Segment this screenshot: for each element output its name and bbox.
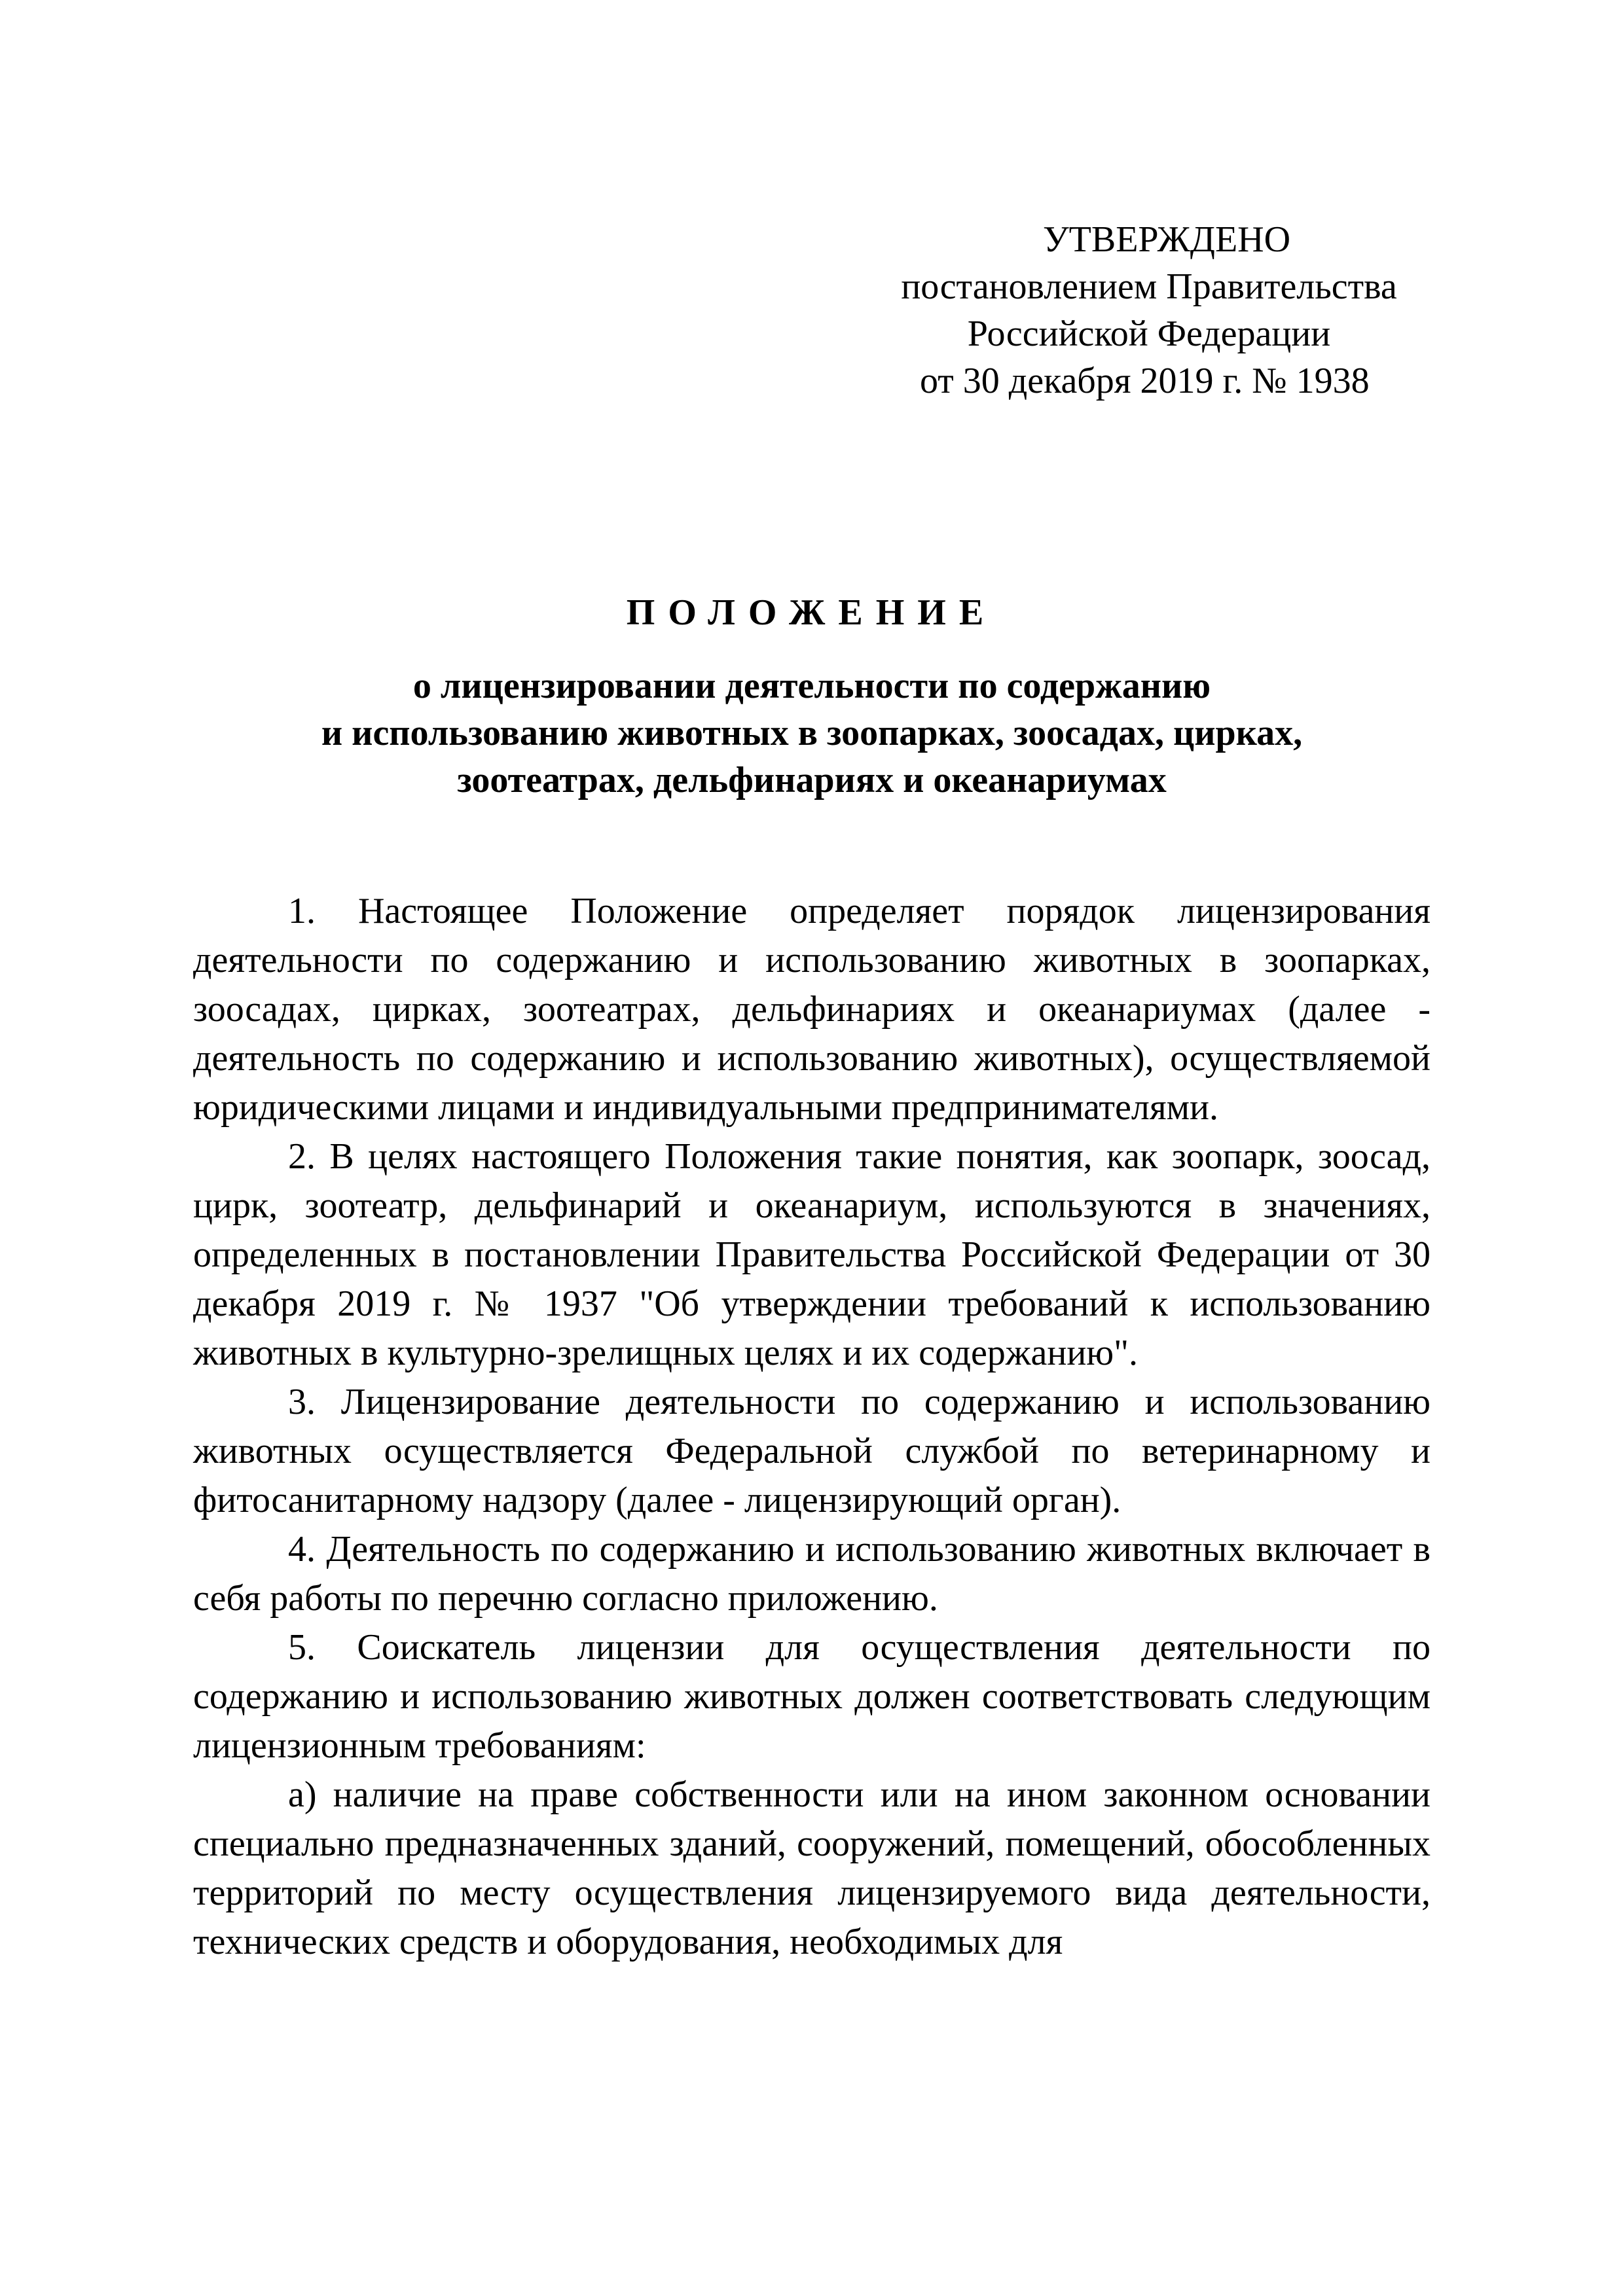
approval-heading: УТВЕРЖДЕНО [1043, 219, 1291, 260]
document-subtitle [249, 662, 1375, 804]
document-body [193, 887, 1431, 1967]
paragraph-5a: а) наличие на праве собственности или на ином законном основании специально предназначенных зданий, сооружений, помещений, обособленных территорий по месту осуществления лицензируемого вида деятельности, технических средств и оборудования, необходимых для [193, 1774, 1431, 1962]
document-title: ПОЛОЖЕНИЕ [626, 592, 997, 633]
paragraph-5: 5. Соискатель лицензии для осуществления деятельности по содержанию и использованию животных должен соответствовать следующим лицензионным требованиям: [193, 1627, 1431, 1766]
paragraph-3: 3. Лицензирование деятельности по содержанию и использованию животных осуществляется Федеральной службой по ветеринарному и фитосанитарному надзору (далее - лицензирующий орган). [193, 1382, 1431, 1520]
paragraph-1: 1. Настоящее Положение определяет порядок лицензирования деятельности по содержанию и использованию животных в зоопарках, зоосадах, цирках, зоотеатрах, дельфинариях и океанариумах (далее - деятельность по содержанию и использованию животных), осуществляемой юридическими лицами и индивидуальными предпринимателями. [193, 891, 1431, 1128]
approval-block [848, 216, 1450, 404]
paragraph-4: 4. Деятельность по содержанию и использованию животных включает в себя работы по перечню согласно приложению. [193, 1529, 1431, 1619]
subtitle-line: зоотеатрах, дельфинариях и океанариумах [457, 760, 1167, 800]
approval-date-number: от 30 декабря 2019 г. № 1938 [920, 361, 1370, 401]
paragraph-2: 2. В целях настоящего Положения такие понятия, как зоопарк, зоосад, цирк, зоотеатр, дельфинарий и океанариум, используются в значениях, определенных в постановлении Правительства Российской Федерации от 30 декабря 2019 г. № 1937 "Об утверждении требований к использованию животных в культурно-зрелищных целях и их содержанию". [193, 1136, 1431, 1373]
approval-issuer-line: постановлением Правительства [901, 266, 1397, 307]
subtitle-line: о лицензировании деятельности по содержанию [412, 666, 1211, 706]
subtitle-line: и использованию животных в зоопарках, зоосадах, цирках, [321, 713, 1303, 753]
approval-country-line: Российской Федерации [967, 314, 1331, 354]
